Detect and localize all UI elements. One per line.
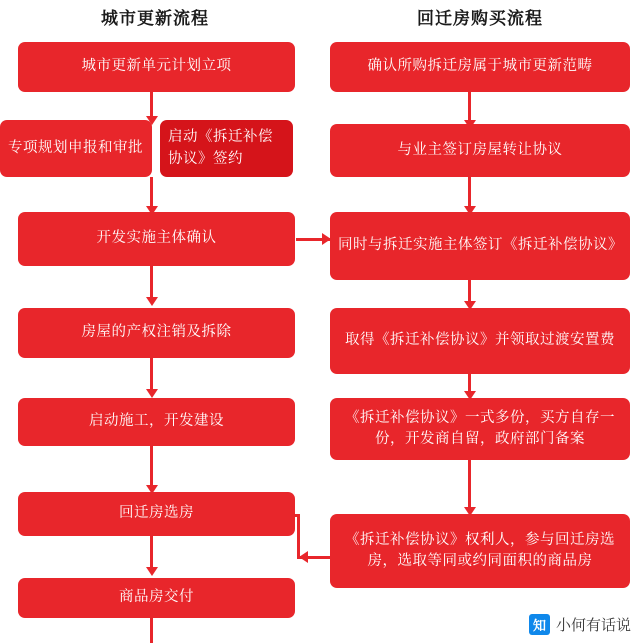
right-arrow-2 — [468, 177, 471, 207]
left-node-7[interactable]: 回迁房选房 — [18, 492, 295, 536]
left-node-6[interactable]: 启动施工，开发建设 — [18, 398, 295, 446]
zhihu-logo-icon: 知 — [529, 614, 550, 635]
left-node-1[interactable]: 城市更新单元计划立项 — [18, 42, 295, 92]
left-node-3[interactable]: 启动《拆迁补偿协议》签约 — [160, 120, 293, 177]
column-title-right: 回迁房购买流程 — [417, 9, 543, 28]
connector-right6-to-left7-head — [299, 551, 308, 563]
right-arrow-3 — [468, 280, 471, 302]
column-title-left: 城市更新流程 — [101, 9, 209, 28]
connector-right6-into-left7 — [280, 514, 300, 517]
left-node-2[interactable]: 专项规划申报和审批 — [0, 120, 152, 177]
left-arrow-4 — [150, 358, 153, 390]
watermark-text: 小何有话说 — [555, 617, 631, 634]
left-arrow-7 — [150, 618, 153, 643]
right-node-6[interactable]: 《拆迁补偿协议》权利人，参与回迁房选房，选取等同或约同面积的商品房 — [330, 514, 630, 588]
left-arrow-2 — [150, 177, 153, 207]
right-node-4[interactable]: 取得《拆迁补偿协议》并领取过渡安置费 — [330, 308, 630, 374]
right-arrow-4 — [468, 374, 471, 392]
right-arrow-1 — [468, 92, 471, 121]
right-node-2[interactable]: 与业主签订房屋转让协议 — [330, 124, 630, 177]
connector-left4-to-right3-head — [322, 233, 331, 245]
left-arrow-5 — [150, 446, 153, 486]
right-node-3[interactable]: 同时与拆迁实施主体签订《拆迁补偿协议》 — [330, 212, 630, 280]
left-node-4[interactable]: 开发实施主体确认 — [18, 212, 295, 266]
left-arrow-3 — [150, 266, 153, 298]
watermark — [529, 614, 631, 635]
right-node-1[interactable]: 确认所购拆迁房属于城市更新范畴 — [330, 42, 630, 92]
right-arrow-5 — [468, 460, 471, 508]
right-node-5[interactable]: 《拆迁补偿协议》一式多份，买方自存一份，开发商自留，政府部门备案 — [330, 398, 630, 460]
left-arrow-1 — [150, 92, 153, 117]
left-node-5[interactable]: 房屋的产权注销及拆除 — [18, 308, 295, 358]
left-arrow-6 — [150, 536, 153, 568]
left-node-8[interactable]: 商品房交付 — [18, 578, 295, 618]
